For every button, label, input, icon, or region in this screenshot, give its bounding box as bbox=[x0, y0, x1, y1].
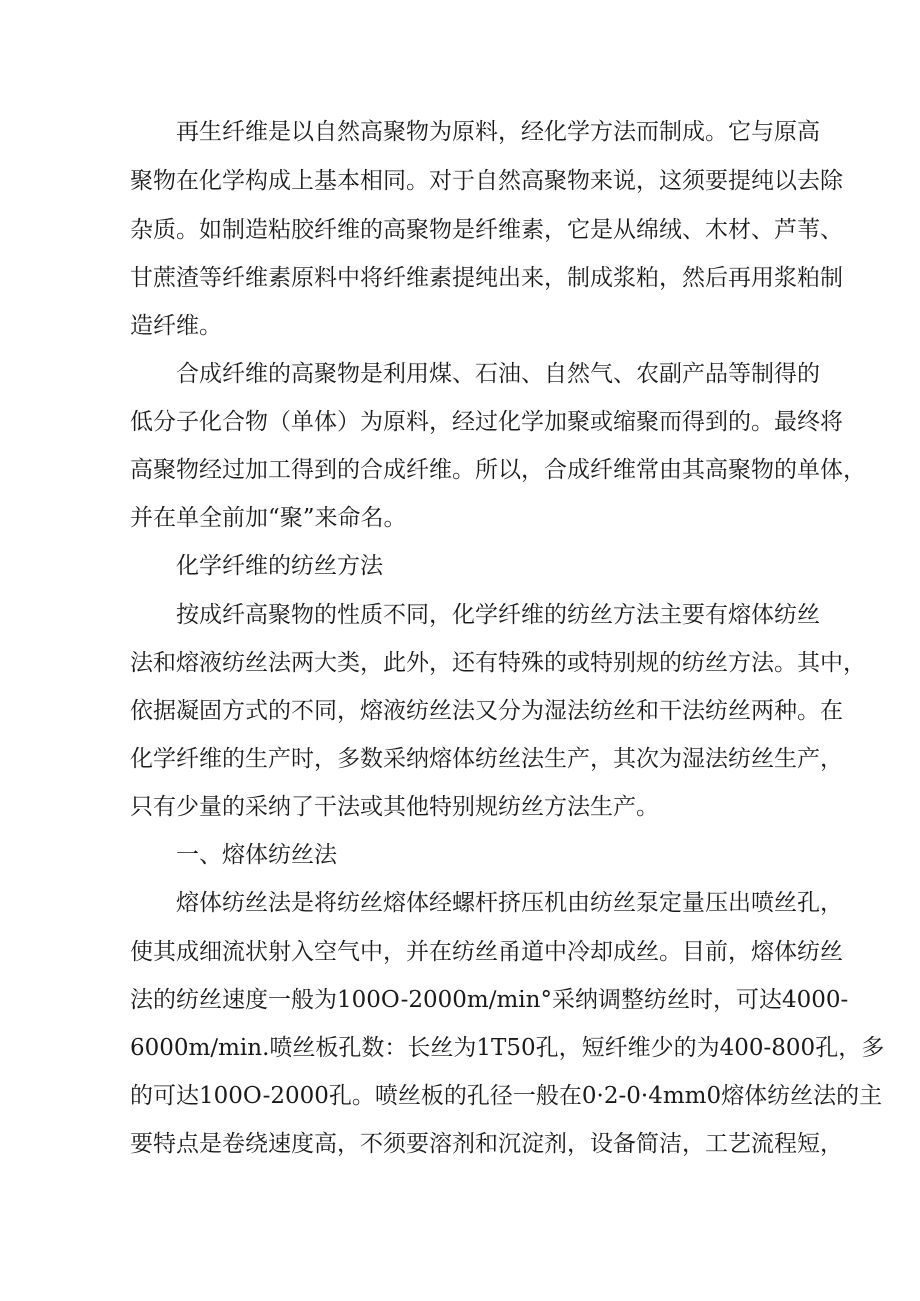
text-line: 要特点是卷绕速度高，不须要溶剂和沉淀剂，设备简洁，工艺流程短， bbox=[130, 1131, 843, 1157]
text-line: 杂质。如制造粘胶纤维的高聚物是纤维素，它是从绵绒、木材、芦苇、 bbox=[130, 217, 843, 243]
text-line: 化学纤维的生产时，多数采纳熔体纺丝法生产，其次为湿法纺丝生产， bbox=[130, 746, 843, 772]
text-line: 聚物在化学构成上基本相同。对于自然高聚物来说，这须要提纯以去除 bbox=[130, 168, 843, 194]
text-line: 依据凝固方式的不同，熔液纺丝法又分为湿法纺丝和干法纺丝两种。在 bbox=[130, 698, 843, 724]
text-line: 低分子化合物（单体）为原料，经过化学加聚或缩聚而得到的。最终将 bbox=[130, 409, 843, 435]
text-line: 并在单全前加“聚”来命名。 bbox=[130, 505, 407, 531]
text-line: 合成纤维的高聚物是利用煤、石油、自然气、农副产品等制得的 bbox=[176, 361, 820, 387]
text-line: 使其成细流状射入空气中，并在纺丝甬道中冷却成丝。目前，熔体纺丝 bbox=[130, 939, 843, 965]
text-line: 高聚物经过加工得到的合成纤维。所以，合成纤维常由其高聚物的单体， bbox=[130, 457, 866, 483]
section-heading: 化学纤维的纺丝方法 bbox=[176, 553, 383, 579]
text-line: 法的纺丝速度一般为100O-2000m∕min°采纳调整纺丝时，可达4000- bbox=[130, 987, 849, 1013]
text-line: 甘蔗渣等纤维素原料中将纤维素提纯出来，制成浆粕，然后再用浆粕制 bbox=[130, 265, 843, 291]
text-line: 6000m∕min.喷丝板孔数：长丝为1T50孔，短纤维少的为400-800孔，多 bbox=[130, 1035, 885, 1061]
text-line: 只有少量的采纳了干法或其他特别规纺丝方法生产。 bbox=[130, 794, 659, 820]
section-heading: 一、熔体纺丝法 bbox=[176, 842, 337, 868]
text-line: 熔体纺丝法是将纺丝熔体经螺杆挤压机由纺丝泵定量压出喷丝孔， bbox=[176, 890, 843, 916]
text-line: 的可达100O-2000孔。喷丝板的孔径一般在0·2-0·4mm0熔体纺丝法的主 bbox=[130, 1083, 883, 1109]
text-line: 按成纤高聚物的性质不同，化学纤维的纺丝方法主要有熔体纺丝 bbox=[176, 602, 820, 628]
text-line: 法和熔液纺丝法两大类，此外，还有特殊的或特别规的纺丝方法。其中， bbox=[130, 650, 866, 676]
text-line: 造纤维。 bbox=[130, 313, 222, 339]
text-line: 再生纤维是以自然高聚物为原料，经化学方法而制成。它与原高 bbox=[176, 119, 820, 145]
